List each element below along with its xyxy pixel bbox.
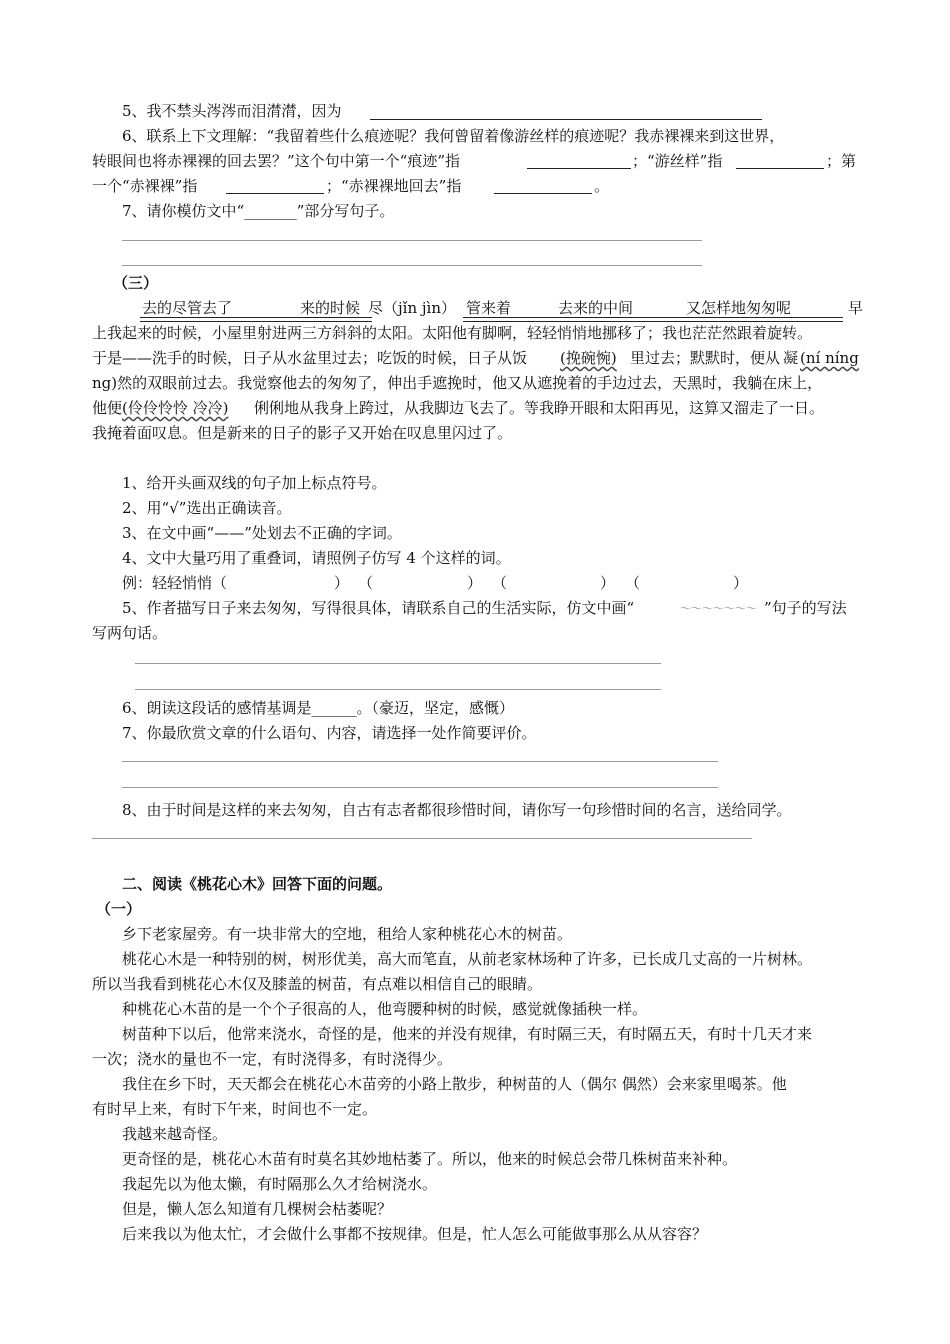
part2-line: 但是，懒人怎么知道有几棵树会枯萎呢？ [122, 1200, 393, 1218]
word-choice-wan[interactable]: (挽碗惋) [560, 349, 617, 367]
paren-close: ） [467, 574, 483, 592]
para-line2: 上我起来的时候，小屋里射进两三方斜斜的太阳。太阳他有脚啊，轻轻悄悄地挪移了；我也茫茫然跟着旋转。 [92, 324, 813, 342]
answer-blank[interactable] [527, 168, 631, 169]
para-line1-s3: 尽 [368, 299, 384, 317]
part2-line: 种桃花心木苗的是一个个子很高的人，他弯腰种树的时候，感觉就像插秧一样。 [122, 1000, 648, 1018]
answer-line[interactable] [122, 761, 718, 762]
part2-line: 我起先以为他太懒，有时隔那么久才给树浇水。 [122, 1175, 438, 1193]
answer-blank[interactable] [494, 193, 592, 194]
para-line6: 我掩着面叹息。但是新来的日子的影子又开始在叹息里闪过了。 [92, 424, 513, 442]
part2-line: 树苗种下以后，他常来浇水，奇怪的是，他来的并没有规律，有时隔三天，有时隔五天，有时十几天才来 [122, 1025, 813, 1043]
answer-line[interactable] [122, 787, 718, 788]
para-line1-s5: 管来着 [466, 299, 512, 317]
part2-line: 有时早上来，有时下午来，时间也不一定。 [92, 1100, 378, 1118]
part2-line: 后来我以为他太忙，才会做什么事都不按规律。但是，忙人怎么可能做事那么从从容容？ [122, 1225, 708, 1243]
wavy-mark: ～～～～～～～ [680, 602, 757, 615]
section-heading: （三） [113, 274, 159, 292]
paren-open[interactable]: （ [492, 574, 508, 592]
s3-q4: 4、文中大量巧用了重叠词，请照例子仿写 4 个这样的词。 [122, 549, 511, 567]
q6-line3c: 。 [594, 177, 610, 195]
q6-line2a: 转眼间也将赤裸裸的回去罢？”这个句中第一个“痕迹”指 [92, 152, 461, 170]
s3-q5-line1a: 5、作者描写日子来去匆匆，写得很具体，请联系自己的生活实际，仿文中画“ [122, 599, 635, 617]
q6-line2b: ；“游丝样”指 [632, 152, 723, 170]
q6-line2c: ；第 [826, 152, 857, 170]
answer-line[interactable] [135, 689, 661, 690]
part2-line: 乡下老家屋旁。有一块非常大的空地，租给人家种桃花心木的树苗。 [122, 925, 573, 943]
answer-blank[interactable] [226, 193, 324, 194]
s3-q1: 1、给开头画双线的句子加上标点符号。 [122, 474, 387, 492]
para-line3a: 于是——洗手的时候，日子从水盆里过去；吃饭的时候，日子从饭 [92, 349, 528, 367]
part2-line: 我住在乡下时，天天都会在桃花心木苗旁的小路上散步，种树苗的人（偶尔 偶然）会来家里喝茶。他 [122, 1075, 787, 1093]
q6-line1: 6、联系上下文理解：“我留着些什么痕迹呢？我何曾留着像游丝样的痕迹呢？我赤裸裸来到这世界， [122, 127, 785, 145]
answer-line[interactable] [135, 663, 661, 664]
para-line1-s2: 来的时候 [300, 299, 361, 317]
part2-line: 所以当我看到桃花心木仅及膝盖的树苗，有点难以相信自己的眼睛。 [92, 975, 543, 993]
part2-sub: （一） [96, 900, 142, 918]
s3-q6: 6、朗读这段话的感情基调是______。（豪迈，坚定，感慨） [122, 699, 515, 717]
para-line5c: 俐俐地从我身上跨过，从我脚边飞去了。等我睁开眼和太阳再见，这算又溜走了一日。 [254, 399, 825, 417]
s3-q2: 2、用“√”选出正确读音。 [122, 499, 292, 517]
answer-line[interactable] [122, 240, 702, 241]
paren-open[interactable]: （ [358, 574, 374, 592]
q6-line3b: ；“赤裸裸地回去”指 [326, 177, 462, 195]
answer-line[interactable] [92, 838, 752, 839]
para-line1-s7: 又怎样地匆匆呢 [686, 299, 792, 317]
s3-q3: 3、在文中画“——”处划去不正确的字词。 [122, 524, 402, 542]
s3-q4-example: 例：轻轻悄悄（ [122, 574, 228, 592]
paren-open[interactable]: （ [625, 574, 641, 592]
paren-close: ） [600, 574, 616, 592]
paren-close: ） [733, 574, 749, 592]
para-line1-s6: 去来的中间 [558, 299, 634, 317]
para-line3c: 里过去；默默时，便从 [630, 349, 781, 367]
part2-title: 二、阅读《桃花心木》回答下面的问题。 [122, 875, 393, 893]
part2-line: 一次；浇水的量也不一定，有时浇得多，有时浇得少。 [92, 1050, 453, 1068]
para-line4: ng)然的双眼前过去。我觉察他去的匆匆了，伸出手遮挽时，他又从遮挽着的手边过去，天黑时，我躺在床上， [92, 374, 823, 392]
para-line1-s8: 早 [848, 299, 864, 317]
s3-q7: 7、你最欣赏文章的什么语句、内容，请选择一处作简要评价。 [122, 724, 537, 742]
s3-q8: 8、由于时间是这样的来去匆匆，自古有志者都很珍惜时间，请你写一句珍惜时间的名言，送给同学。 [122, 801, 792, 819]
para-line5a: 他便 [92, 399, 123, 417]
word-choice-ling[interactable]: (伶伶怜怜 冷冷) [122, 399, 229, 417]
part2-line: 我越来越奇怪。 [122, 1125, 228, 1143]
para-line3d: 凝 [783, 349, 799, 367]
q6-line3a: 一个“赤裸裸”指 [92, 177, 198, 195]
q5-text: 5、我不禁头涔涔而泪潸潸，因为 [122, 102, 342, 120]
answer-line[interactable] [370, 119, 762, 120]
para-line1-s1: 去的尽管去了 [142, 299, 233, 317]
answer-blank[interactable] [736, 168, 824, 169]
part2-line: 更奇怪的是，桃花心木苗有时莫名其妙地枯萎了。所以，他来的时候总会带几株树苗来补种。 [122, 1150, 738, 1168]
pinyin-choice-ning[interactable]: (ní níng [800, 349, 859, 367]
answer-line[interactable] [122, 265, 702, 266]
q7-text: 7、请你模仿文中“_______”部分写句子。 [122, 202, 395, 220]
pinyin-choice[interactable]: （jǐn jìn） [383, 299, 456, 317]
s3-q5-line2: 写两句话。 [92, 624, 168, 642]
s3-q5-line1b: ”句子的写法 [764, 599, 847, 617]
part2-line: 桃花心木是一种特别的树，树形优美，高大而笔直，从前老家林场种了许多，已长成几丈高的一片树林。 [122, 950, 813, 968]
paren-close: ） [334, 574, 350, 592]
